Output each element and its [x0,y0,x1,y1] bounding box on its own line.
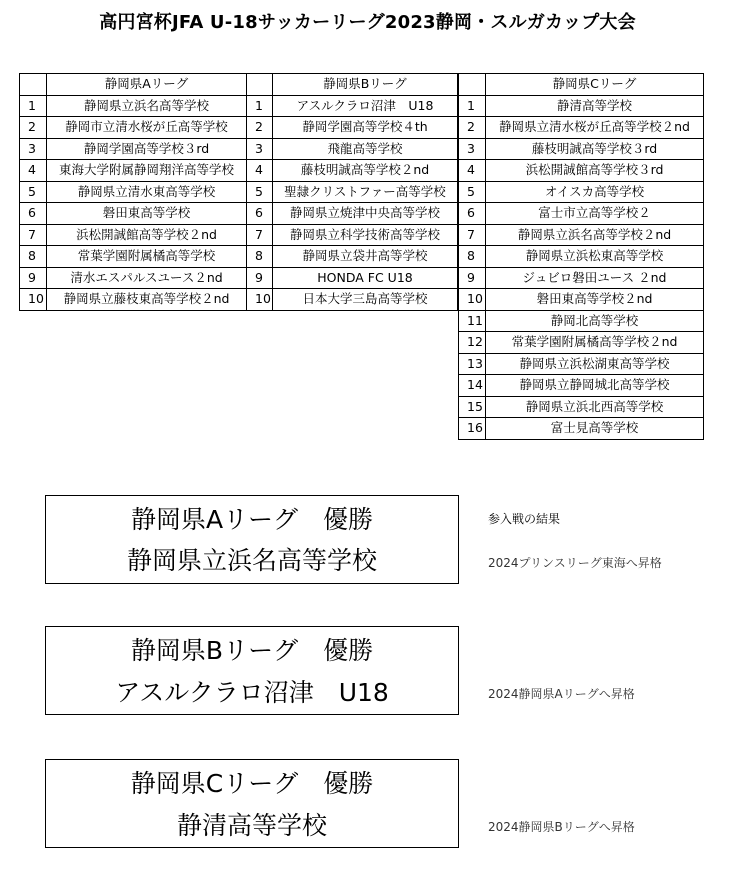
winner-b-title: 静岡県Bリーグ 優勝 [130,636,374,665]
table-row [459,246,704,268]
team-name: 浜松開誠館高等学校２nd [47,224,247,246]
team-name: 東海大学附属静岡翔洋高等学校 [47,160,247,182]
table-row [20,160,247,182]
team-name: 静岡県立科学技術高等学校 [273,224,458,246]
team-name: 藤枝明誠高等学校３rd [486,138,704,160]
table-row [459,160,704,182]
table-row [20,181,247,203]
team-name: 浜松開誠館高等学校３rd [486,160,704,182]
team-name: 藤枝明誠高等学校２nd [273,160,458,182]
winner-c-team: 静清高等学校 [176,811,327,840]
rank-number: 9 [459,267,486,289]
table-row [20,267,247,289]
rank-number: 14 [459,375,486,397]
league-b-header-row [247,74,458,96]
rank-number: 7 [459,224,486,246]
rank-number: 10 [20,289,47,311]
rank-number: 8 [247,246,273,268]
table-row [20,289,247,311]
rank-number: 15 [459,396,486,418]
rank-number: 6 [459,203,486,225]
rank-number: 4 [20,160,47,182]
table-row [20,203,247,225]
team-name: 静岡学園高等学校３rd [47,138,247,160]
rank-number: 6 [247,203,273,225]
table-row [247,95,458,117]
table-row [459,181,704,203]
team-name: オイスカ高等学校 [486,181,704,203]
rank-number: 1 [247,95,273,117]
league-c-header-row [459,74,704,96]
winner-box-a [45,495,459,584]
rank-number: 3 [20,138,47,160]
winner-box-c [45,759,459,848]
team-name: 静清高等学校 [486,95,704,117]
team-name: 静岡県立清水桜が丘高等学校２nd [486,117,704,139]
rank-number: 12 [459,332,486,354]
rank-number: 7 [247,224,273,246]
table-row [459,310,704,332]
table-row [247,138,458,160]
table-row [20,117,247,139]
rank-number: 1 [459,95,486,117]
table-row [247,246,458,268]
team-name: 常葉学園附属橘高等学校２nd [486,332,704,354]
team-name: 静岡県立焼津中央高等学校 [273,203,458,225]
rank-number: 9 [247,267,273,289]
rank-number: 10 [247,289,273,311]
header-blank-cell [247,74,273,96]
team-name: 磐田東高等学校 [47,203,247,225]
table-row [20,246,247,268]
team-name: 静岡県立浜松湖東高等学校 [486,353,704,375]
table-row [459,375,704,397]
league-a-header: 静岡県Aリーグ [47,74,247,96]
table-row [459,396,704,418]
table-row [459,224,704,246]
league-b-table [246,73,458,311]
winner-b-team: アスルクラロ沼津 U18 [115,678,389,707]
table-row [459,138,704,160]
team-name: 飛龍高等学校 [273,138,458,160]
team-name: 静岡県立静岡城北高等学校 [486,375,704,397]
team-name: ジュビロ磐田ユース ２nd [486,267,704,289]
rank-number: 10 [459,289,486,311]
header-blank-cell [20,74,47,96]
team-name: 磐田東高等学校２nd [486,289,704,311]
rank-number: 5 [247,181,273,203]
rank-number: 7 [20,224,47,246]
table-row [247,203,458,225]
team-name: 富士市立高等学校２ [486,203,704,225]
header-blank-cell [459,74,486,96]
rank-number: 6 [20,203,47,225]
rank-number: 1 [20,95,47,117]
winner-c-result: 2024静岡県Bリーグへ昇格 [488,820,635,834]
table-row [247,289,458,311]
table-row [20,224,247,246]
team-name: アスルクラロ沼津 U18 [273,95,458,117]
rank-number: 4 [247,160,273,182]
table-row [459,332,704,354]
table-row [459,418,704,440]
winner-c-title: 静岡県Cリーグ 優勝 [130,769,374,798]
table-row [459,95,704,117]
rank-number: 8 [20,246,47,268]
winner-a-result: 2024プリンスリーグ東海へ昇格 [488,556,662,570]
results-heading: 参入戦の結果 [488,512,561,526]
team-name: 清水エスパルスユース２nd [47,267,247,289]
league-c-table [458,73,704,440]
league-c-header: 静岡県Cリーグ [486,74,704,96]
team-name: HONDA FC U18 [273,267,458,289]
table-row [459,289,704,311]
winner-a-title: 静岡県Aリーグ 優勝 [130,505,374,534]
rank-number: 2 [459,117,486,139]
table-row [20,95,247,117]
team-name: 日本大学三島高等学校 [273,289,458,311]
league-a-header-row [20,74,247,96]
rank-number: 16 [459,418,486,440]
team-name: 常葉学園附属橘高等学校 [47,246,247,268]
rank-number: 9 [20,267,47,289]
rank-number: 4 [459,160,486,182]
team-name: 静岡県立袋井高等学校 [273,246,458,268]
rank-number: 5 [20,181,47,203]
rank-number: 8 [459,246,486,268]
table-row [247,117,458,139]
rank-number: 3 [459,138,486,160]
team-name: 静岡県立藤枝東高等学校２nd [47,289,247,311]
team-name: 静岡県立浜松東高等学校 [486,246,704,268]
team-name: 静岡県立浜名高等学校２nd [486,224,704,246]
team-name: 静岡市立清水桜が丘高等学校 [47,117,247,139]
rank-number: 13 [459,353,486,375]
team-name: 聖隷クリストファー高等学校 [273,181,458,203]
winner-b-result: 2024静岡県Aリーグへ昇格 [488,687,635,701]
team-name: 静岡県立浜名高等学校 [47,95,247,117]
league-a-table [19,73,247,311]
table-row [247,160,458,182]
team-name: 富士見高等学校 [486,418,704,440]
rank-number: 2 [247,117,273,139]
rank-number: 11 [459,310,486,332]
team-name: 静岡県立清水東高等学校 [47,181,247,203]
table-row [459,117,704,139]
table-row [247,267,458,289]
winner-box-b [45,626,459,715]
rank-number: 3 [247,138,273,160]
table-row [459,267,704,289]
team-name: 静岡学園高等学校４th [273,117,458,139]
table-row [247,224,458,246]
team-name: 静岡北高等学校 [486,310,704,332]
rank-number: 5 [459,181,486,203]
table-row [20,138,247,160]
rank-number: 2 [20,117,47,139]
table-row [459,203,704,225]
table-row [247,181,458,203]
league-b-header: 静岡県Bリーグ [273,74,458,96]
winner-a-team: 静岡県立浜名高等学校 [126,546,377,575]
table-row [459,353,704,375]
team-name: 静岡県立浜北西高等学校 [486,396,704,418]
page-title: 高円宮杯JFA U-18サッカーリーグ2023静岡・スルガカップ大会 [99,12,636,33]
